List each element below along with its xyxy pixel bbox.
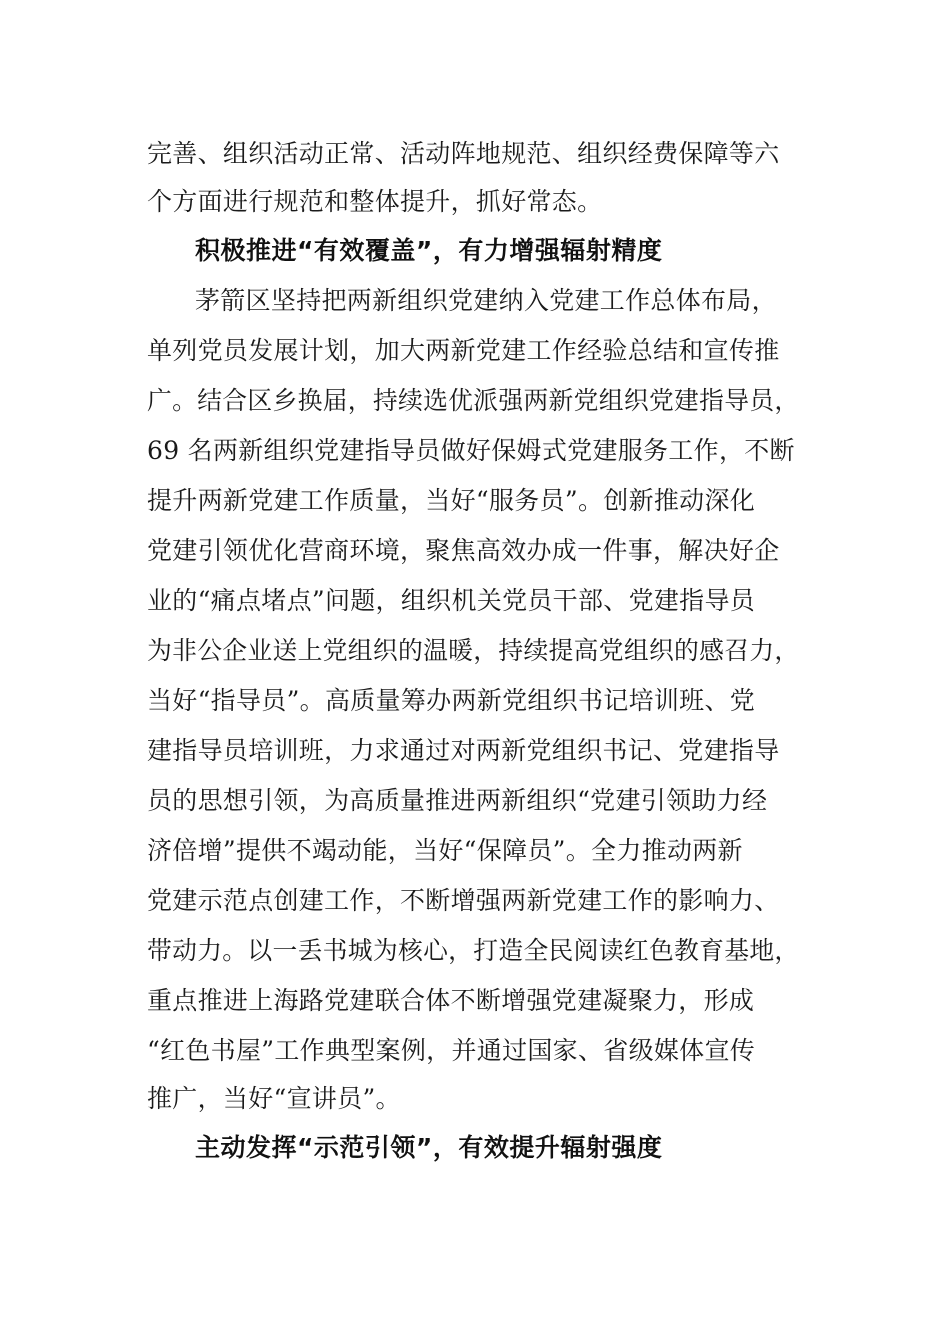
paragraph-2-line: 广。结合区乡换届，持续选优派强两新党组织党建指导员， [147, 386, 800, 415]
paragraph-2-line: 重点推进上海路党建联合体不断增强党建凝聚力，形成 [147, 986, 755, 1015]
paragraph-1-line: 个方面进行规范和整体提升，抓好常态。 [147, 187, 603, 216]
paragraph-2-line: 党建示范点创建工作，不断增强两新党建工作的影响力、 [147, 886, 780, 915]
paragraph-2-line: 单列党员发展计划，加大两新党建工作经验总结和宣传推 [147, 336, 780, 365]
section-heading-2: 主动发挥“示范引领”，有效提升辐射强度 [195, 1133, 663, 1162]
paragraph-2-line: 员的思想引领，为高质量推进两新组织“党建引领助力经 [147, 786, 768, 815]
paragraph-2-line: 济倍增”提供不竭动能，当好“保障员”。全力推动两新 [147, 836, 743, 865]
paragraph-2-line: 推广，当好“宣讲员”。 [147, 1084, 401, 1113]
paragraph-1-line: 完善、组织活动正常、活动阵地规范、组织经费保障等六 [147, 139, 780, 168]
paragraph-2-line: 69 名两新组织党建指导员做好保姆式党建服务工作，不断 [147, 436, 795, 465]
paragraph-2-line: 业的“痛点堵点”问题，组织机关党员干部、党建指导员 [147, 586, 756, 615]
paragraph-2-line: “红色书屋”工作典型案例，并通过国家、省级媒体宣传 [147, 1036, 756, 1065]
paragraph-2-line: 茅箭区坚持把两新组织党建纳入党建工作总体布局， [195, 286, 777, 315]
paragraph-2-line: 建指导员培训班，力求通过对两新党组织书记、党建指导 [147, 736, 780, 765]
paragraph-2-line: 当好“指导员”。高质量筹办两新党组织书记培训班、党 [147, 686, 756, 715]
paragraph-2-line: 带动力。以一丢书城为核心，打造全民阅读红色教育基地， [147, 936, 800, 965]
paragraph-2-line: 为非公企业送上党组织的温暖，持续提高党组织的感召力， [147, 636, 800, 665]
paragraph-2-line: 提升两新党建工作质量，当好“服务员”。创新推动深化 [147, 486, 756, 515]
paragraph-2-line: 党建引领优化营商环境，聚焦高效办成一件事，解决好企 [147, 536, 780, 565]
section-heading-1: 积极推进“有效覆盖”，有力增强辐射精度 [195, 236, 663, 265]
